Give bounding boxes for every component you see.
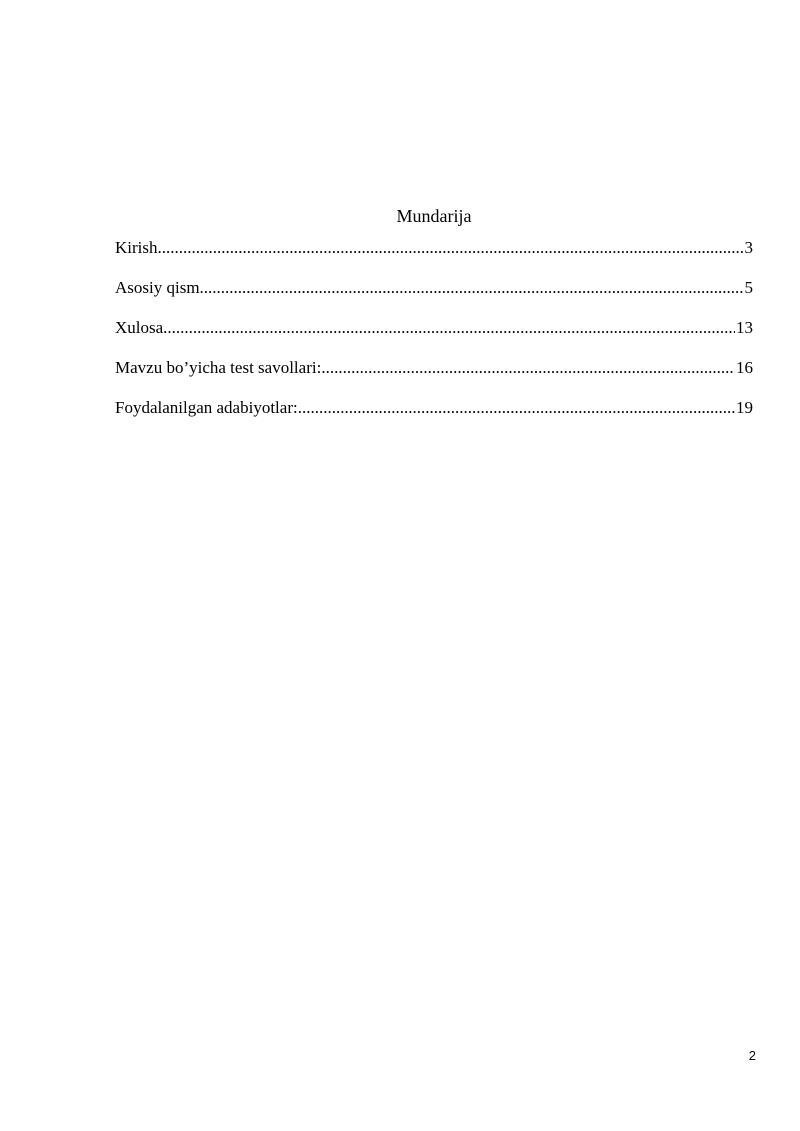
toc-entry-page: 13 [736, 318, 753, 337]
toc-entry-adabiyotlar[interactable] [115, 396, 753, 436]
toc-dot-leader [200, 276, 744, 300]
toc-entry-label: Mavzu bo’yicha test savollari: [115, 358, 322, 377]
toc-entry-label: Foydalanilgan adabiyotlar: [115, 398, 298, 417]
toc-entry-label: Asosiy qism [115, 278, 200, 297]
toc-entry-kirish[interactable] [115, 236, 753, 276]
toc-entry-page: 3 [744, 238, 753, 257]
toc-entry-label: Kirish [115, 238, 158, 257]
toc-entry-xulosa[interactable] [115, 316, 753, 356]
toc-entry-asosiy-qism[interactable] [115, 276, 753, 316]
toc-dot-leader [158, 236, 744, 260]
toc-dot-leader [163, 316, 735, 340]
toc-entry-label: Xulosa [115, 318, 164, 337]
toc-dot-leader [298, 396, 735, 420]
toc-entry-page: 5 [744, 278, 753, 297]
toc-entry-page: 19 [736, 398, 753, 417]
table-of-contents [115, 236, 753, 436]
toc-title: Mundarija [396, 206, 472, 226]
toc-entry-test-savollari[interactable] [115, 356, 753, 396]
page-number: 2 [748, 1048, 756, 1063]
toc-dot-leader [321, 356, 735, 380]
toc-entry-page: 16 [736, 358, 753, 377]
